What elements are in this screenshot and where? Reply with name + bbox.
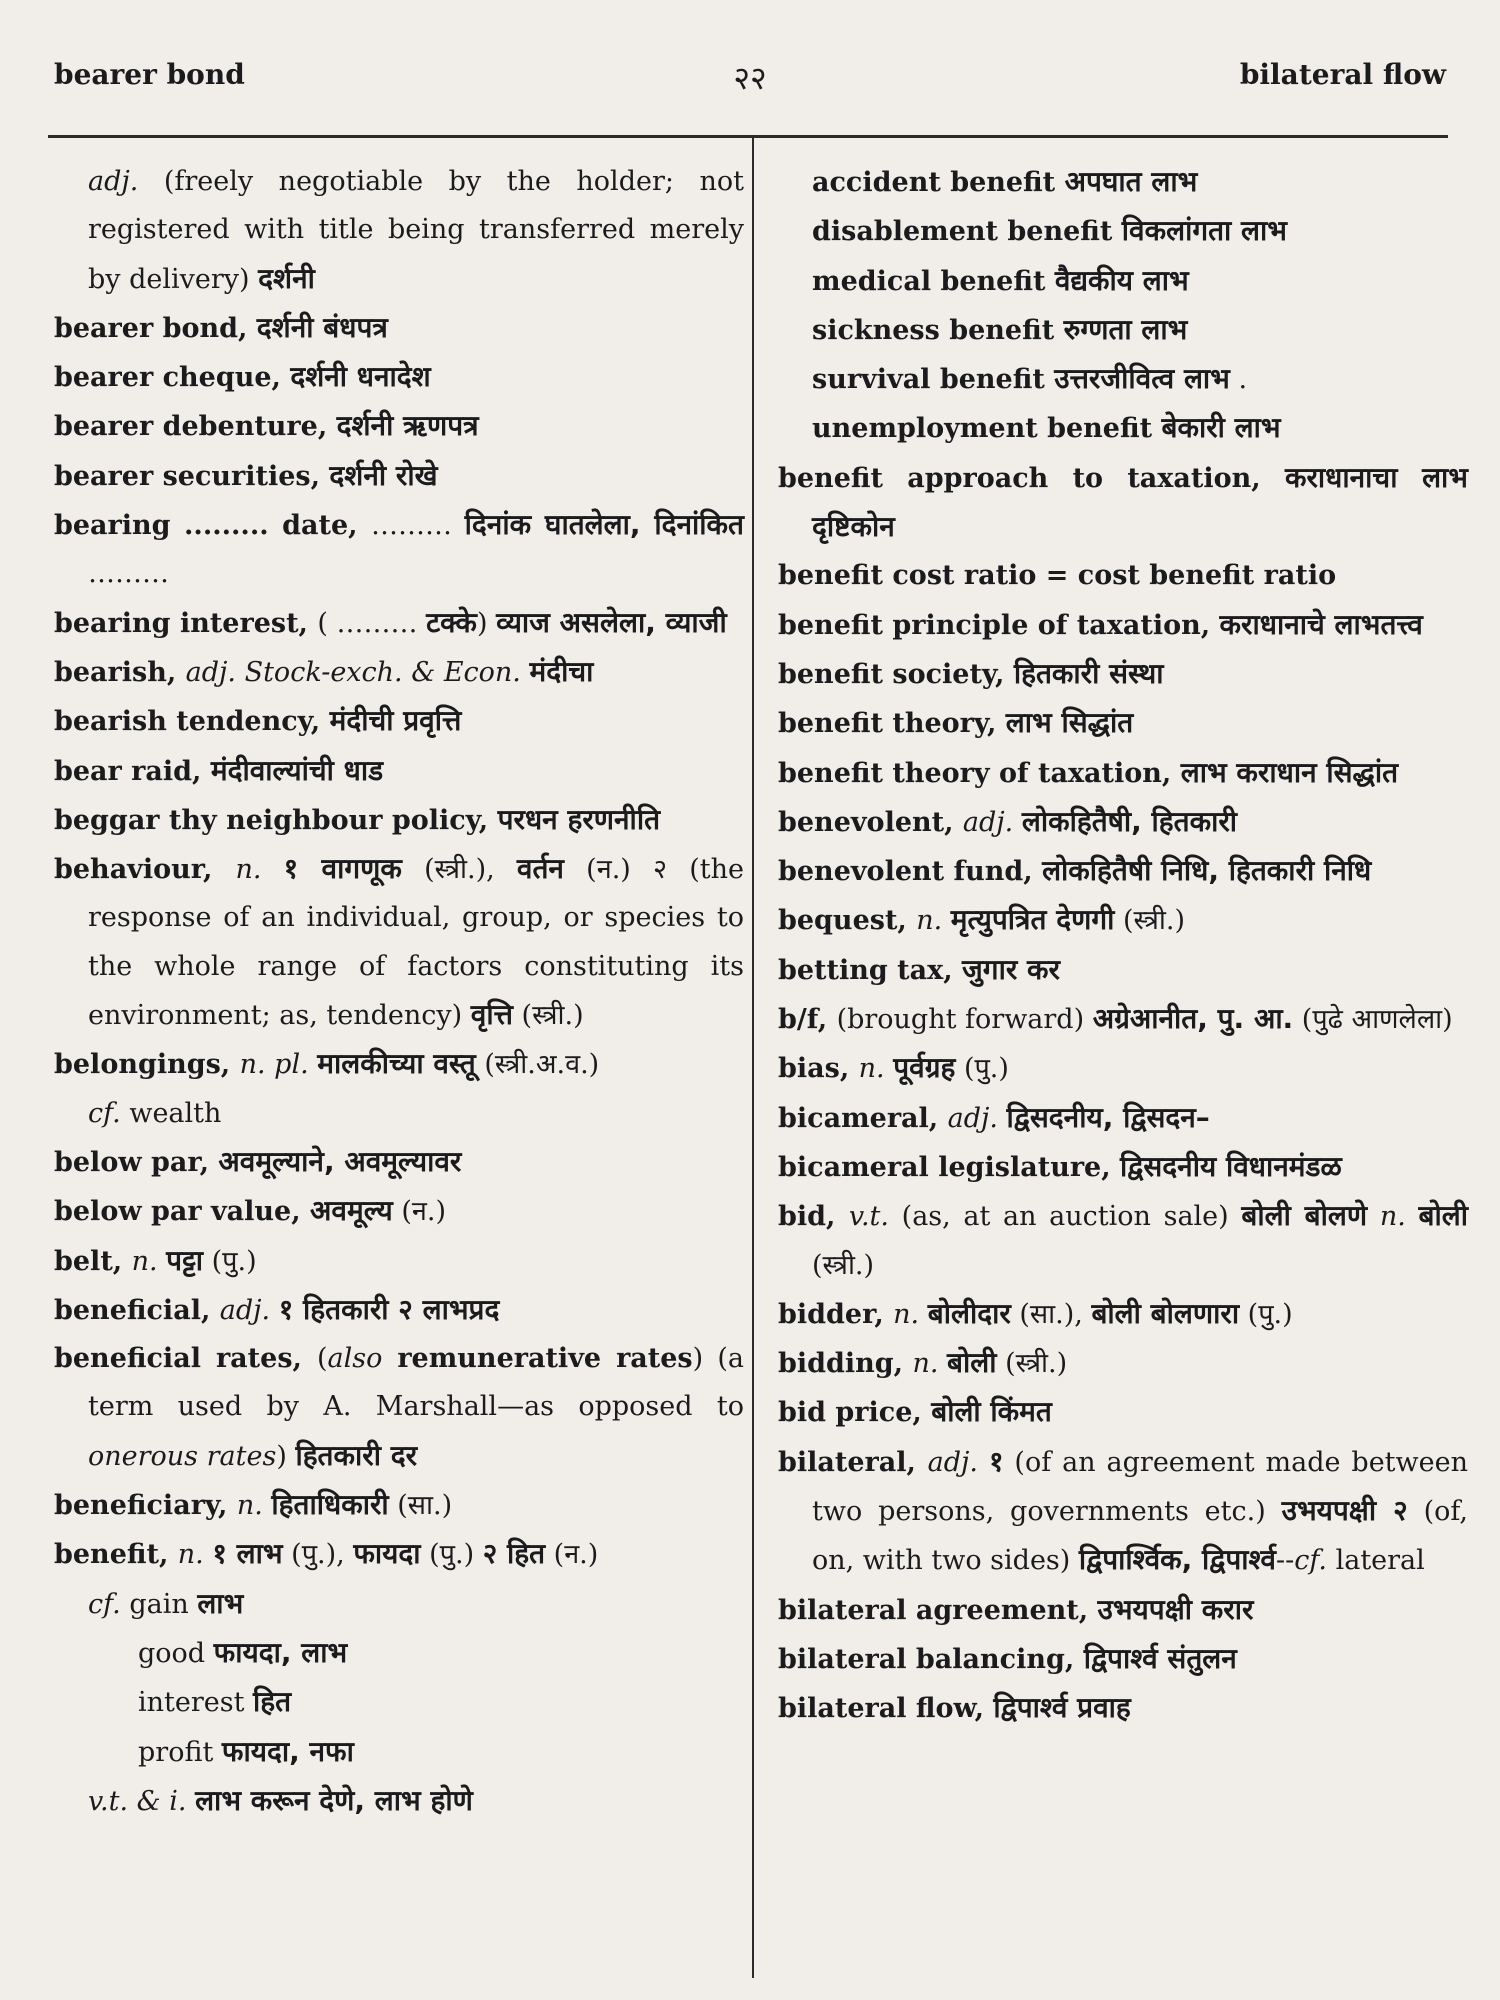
marathi-gloss: अग्रेआनीत, पु. आ. [1092, 1002, 1294, 1036]
dictionary-entry [54, 501, 744, 599]
dictionary-entry [54, 304, 744, 353]
headword: benevolent fund, [778, 856, 1043, 888]
dictionary-entry [54, 402, 744, 451]
marathi-gloss: द्विपार्श्व प्रवाह [993, 1691, 1131, 1725]
entry-text: (न.) [392, 1196, 446, 1228]
headword: beneficial, [54, 1294, 220, 1326]
headword: accident benefit [812, 167, 1065, 198]
marathi-gloss: अपघात लाभ [1064, 165, 1198, 198]
marathi-gloss: लोकहितैषी, हितकारी [1021, 804, 1238, 838]
dictionary-entry [54, 1335, 744, 1481]
marathi-gloss: १ लाभ [212, 1537, 283, 1571]
dictionary-entry [778, 847, 1468, 896]
marathi-gloss: द्विपार्श्विक, द्विपार्श्व [1078, 1543, 1276, 1577]
marathi-gloss: लाभ सिद्धांत [1005, 706, 1134, 740]
marathi-gloss: दर्शनी धनादेश [290, 360, 431, 394]
marathi-gloss: व्याज असलेला, व्याजी [496, 605, 727, 639]
sub-entry [54, 1629, 744, 1678]
dictionary-entry [54, 1481, 744, 1530]
marathi-gloss: पूर्वग्रह [893, 1051, 956, 1085]
sub-entry [54, 1728, 744, 1777]
entry-text [186, 1786, 195, 1817]
dictionary-entry [54, 747, 744, 796]
marathi-gloss: दिनांक घातलेला, दिनांकित [464, 508, 744, 542]
headword: bearer bond, [54, 312, 257, 344]
dictionary-entry [778, 1290, 1468, 1339]
marathi-gloss: द्विपार्श्व संतुलन [1083, 1641, 1237, 1675]
headword: benefit theory of taxation, [778, 757, 1181, 789]
entry-text: gain [120, 1588, 198, 1620]
grammar-label: adj. [947, 1102, 998, 1134]
headword: medical benefit [812, 265, 1055, 297]
grammar-label: cf. [88, 1588, 121, 1620]
entry-text: (पुढे आणलेला) [1293, 1004, 1453, 1036]
grammar-label: v.t. & i. [88, 1785, 187, 1817]
marathi-gloss: द्विसदनीय विधानमंडळ [1120, 1149, 1342, 1183]
marathi-gloss: वैद्यकीय लाभ [1054, 263, 1189, 297]
grammar-label: adj. [219, 1294, 271, 1326]
headword: beneficiary, [54, 1490, 237, 1522]
entry-text: (freely negotiable by the holder; not registered with title being transferred merely by delivery) [88, 166, 744, 295]
grammar-label: adj. Stock-exch. & Econ. [185, 656, 530, 688]
headword: bearish tendency, [54, 706, 330, 738]
marathi-gloss: अवमूल्य [310, 1194, 393, 1228]
entry-text: ( ……… [317, 607, 427, 639]
right-column [778, 158, 1468, 1734]
sub-entry [778, 207, 1468, 256]
marathi-gloss: बोली बोलणारा [1091, 1296, 1240, 1330]
headword: bidding, [778, 1348, 913, 1380]
entry-text: (न.) २ (the response of an individual, group, or species to the whole range of factors constituting its environment; as, tendency) [88, 854, 744, 1032]
headword: bear raid, [54, 755, 211, 787]
entry-text: (of, on, with two sides) [812, 1496, 1469, 1577]
entry-text [919, 1299, 928, 1330]
headword: behaviour, [54, 854, 236, 886]
marathi-gloss: परधन हरणनीति [497, 802, 661, 836]
marathi-gloss: दर्शनी [258, 261, 315, 295]
entry-text [270, 1295, 279, 1326]
marathi-gloss: जुगार कर [962, 952, 1060, 986]
headword: survival benefit [812, 364, 1055, 396]
running-head-left: bearer bond [54, 58, 245, 91]
entry-text [1367, 1201, 1380, 1232]
dictionary-entry [54, 796, 744, 845]
dictionary-entry [778, 995, 1468, 1044]
marathi-gloss: उभयपक्षी करार [1097, 1592, 1254, 1626]
grammar-label: n. [893, 1298, 920, 1330]
dictionary-entry [778, 650, 1468, 699]
entry-text: . [1229, 364, 1248, 396]
headword: benefit cost ratio = cost benefit ratio [778, 560, 1337, 592]
dictionary-entry [778, 1388, 1468, 1437]
marathi-gloss: मंदीवाल्यांची धाड [210, 753, 384, 787]
entry-text [998, 1103, 1007, 1134]
sub-entry [778, 306, 1468, 355]
dictionary-entry [778, 454, 1468, 553]
entry-text: (पु.) [1239, 1298, 1293, 1330]
headword: bicameral, [778, 1102, 948, 1134]
headword: benefit theory, [778, 708, 1006, 740]
marathi-gloss: हित [253, 1685, 292, 1719]
dictionary-entry [778, 1586, 1468, 1635]
sub-entry [54, 158, 744, 304]
left-column [54, 158, 744, 1826]
entry-text: (स्त्री.) [1114, 905, 1185, 937]
entry-text: (सा.), [1010, 1298, 1092, 1330]
dictionary-entry [778, 552, 1468, 600]
grammar-label: cf. [1294, 1545, 1327, 1577]
headword: bearing interest, [54, 607, 318, 639]
grammar-label: n. [912, 1348, 939, 1380]
marathi-gloss: हितकारी संस्था [1013, 656, 1164, 690]
entry-text: (सा.) [388, 1490, 453, 1522]
grammar-label: adj. [962, 806, 1014, 838]
dictionary-entry [54, 697, 744, 746]
dictionary-entry [54, 1286, 744, 1335]
entry-text: profit [138, 1736, 222, 1768]
marathi-gloss: कराधानाचे लाभतत्त्व [1219, 607, 1423, 641]
grammar-label: n. [858, 1053, 885, 1085]
marathi-gloss: बोली किंमत [931, 1395, 1052, 1429]
marathi-gloss: लाभ करून देणे, लाभ होणे [195, 1783, 473, 1817]
headword: benefit approach to taxation, [778, 462, 1285, 494]
headword: b/f, [778, 1004, 837, 1036]
header-rule [48, 135, 1448, 138]
dictionary-entry [54, 452, 744, 501]
entry-text: (पु.) [955, 1053, 1009, 1085]
headword: beneficial rates, [54, 1343, 317, 1375]
marathi-gloss: १ हितकारी २ लाभप्रद [278, 1292, 500, 1326]
headword: below par value, [54, 1196, 311, 1228]
dictionary-entry [778, 1438, 1468, 1586]
grammar-label: adj. [927, 1446, 978, 1478]
headword: unemployment benefit [812, 413, 1162, 445]
entry-text [1406, 1201, 1419, 1232]
headword: benefit principle of taxation, [778, 609, 1220, 641]
sub-entry [778, 158, 1468, 207]
marathi-gloss: विकलांगता लाभ [1121, 214, 1287, 248]
entry-text: (स्त्री.) [512, 1000, 584, 1032]
entry-text: (of an agreement made between two persons, governments etc.) [812, 1446, 1468, 1528]
headword: bearer securities, [54, 460, 330, 492]
headword: bid price, [778, 1397, 932, 1429]
grammar-label: n. [235, 854, 262, 886]
sub-entry [778, 355, 1468, 404]
marathi-gloss: लोकहितैषी निधि, हितकारी निधि [1042, 854, 1372, 888]
grammar-label: n. [916, 905, 943, 937]
dictionary-entry [778, 749, 1468, 798]
grammar-label: v.t. [848, 1201, 889, 1233]
headword: benefit, [54, 1539, 178, 1571]
entry-text: (brought forward) [836, 1004, 1093, 1036]
entry-text: (स्त्री.), [401, 854, 517, 886]
entry-text: -- [1276, 1545, 1295, 1577]
marathi-gloss: फायदा [353, 1537, 421, 1571]
headword: bearish, [54, 656, 186, 688]
marathi-gloss: बोली [947, 1346, 997, 1380]
dictionary-entry [778, 1684, 1468, 1733]
headword: beggar thy neighbour policy, [54, 804, 498, 836]
headword: belongings, [54, 1049, 240, 1081]
headword: betting tax, [778, 954, 963, 986]
dictionary-entry [778, 1094, 1468, 1143]
marathi-gloss: १ वागणूक [283, 852, 402, 886]
entry-text: ……… [371, 510, 465, 542]
headword: bidder, [778, 1298, 894, 1330]
marathi-gloss: फायदा, नफा [221, 1734, 354, 1768]
entry-text [978, 1447, 989, 1478]
headword: bearer debenture, [54, 411, 337, 443]
headword: bilateral flow, [778, 1693, 994, 1725]
entry-text: ) (a term used by A. Marshall—as opposed to [88, 1343, 744, 1423]
dictionary-entry [54, 1187, 744, 1236]
dictionary-entry [778, 601, 1468, 650]
headword: bequest, [778, 905, 917, 937]
sub-entry [54, 1777, 744, 1826]
marathi-gloss: उभयपक्षी २ [1281, 1494, 1408, 1528]
entry-text [309, 1049, 318, 1080]
headword: bearer cheque, [54, 362, 291, 394]
grammar-label: onerous rates [88, 1440, 277, 1472]
grammar-label: also [327, 1343, 383, 1375]
entry-text [261, 854, 283, 885]
headword: bilateral, [778, 1446, 928, 1478]
marathi-gloss: फायदा, लाभ [213, 1635, 348, 1669]
dictionary-entry [778, 1635, 1468, 1684]
marathi-gloss: २ हित [482, 1537, 546, 1571]
marathi-gloss: दर्शनी रोखे [329, 458, 438, 492]
entry-text: (स्त्री.अ.व.) [475, 1049, 600, 1081]
dictionary-entry [778, 896, 1468, 945]
grammar-label: n. [177, 1539, 204, 1571]
marathi-gloss: दर्शनी ऋणपत्र [336, 409, 479, 443]
headword: sickness benefit [812, 314, 1064, 346]
dictionary-entry [54, 1237, 744, 1286]
marathi-gloss: बोलीदार [927, 1296, 1011, 1330]
marathi-gloss: कराधानाचा लाभ दृष्टिकोन [812, 460, 1468, 544]
entry-text: good [138, 1637, 214, 1669]
dictionary-entry [778, 946, 1468, 995]
marathi-gloss: मालकीच्या वस्तू [317, 1047, 476, 1081]
dictionary-entry [54, 353, 744, 402]
entry-text: lateral [1327, 1545, 1425, 1577]
dictionary-entry [778, 1192, 1468, 1290]
headword: benevolent, [778, 806, 963, 838]
dictionary-entry [778, 798, 1468, 847]
page-number: २२ [733, 59, 767, 97]
marathi-gloss: वृत्ति [470, 998, 513, 1032]
entry-text: (स्त्री.) [996, 1348, 1068, 1380]
sub-entry [778, 404, 1468, 453]
sub-entry [778, 257, 1468, 306]
entry-text: (न.) [545, 1539, 599, 1571]
marathi-gloss: बेकारी लाभ [1161, 411, 1281, 445]
entry-text: (पु.) [420, 1539, 483, 1571]
entry-text [885, 1053, 894, 1084]
grammar-label: n. [236, 1490, 263, 1522]
entry-text: (पु.) [203, 1245, 257, 1277]
marathi-gloss: लाभ कराधान सिद्धांत [1180, 755, 1399, 789]
marathi-gloss: हितकारी दर [295, 1438, 418, 1472]
dictionary-entry [54, 648, 744, 697]
marathi-gloss: मंदीची प्रवृत्ति [329, 704, 462, 738]
marathi-gloss: पट्टा [166, 1243, 204, 1277]
grammar-label: n. [131, 1245, 158, 1277]
dictionary-entry [54, 1530, 744, 1579]
marathi-gloss: रुग्णता लाभ [1063, 312, 1188, 346]
headword: bearing ......... date, [54, 510, 371, 542]
grammar-label: cf. [88, 1097, 121, 1129]
entry-text: (पु.), [282, 1539, 354, 1571]
marathi-gloss: बोली बोलणे [1241, 1199, 1368, 1233]
sub-entry [54, 1580, 744, 1629]
marathi-gloss: द्विसदनीय, द्विसदन– [1006, 1100, 1210, 1134]
marathi-gloss: टक्के [426, 605, 477, 639]
entry-text [942, 905, 951, 936]
headword: disablement benefit [812, 216, 1122, 248]
marathi-gloss: हिताधिकारी [271, 1488, 389, 1522]
headword: below par, [54, 1146, 219, 1178]
headword: bilateral agreement, [778, 1594, 1098, 1626]
entry-text: wealth [120, 1097, 222, 1129]
dictionary-entry [778, 699, 1468, 748]
entry-text: ……… [88, 558, 169, 590]
dictionary-entry [54, 599, 744, 648]
entry-text: (स्त्री.) [812, 1249, 875, 1281]
entry-text [158, 1246, 167, 1277]
marathi-gloss: अवमूल्याने, अवमूल्यावर [218, 1144, 462, 1178]
dictionary-entry [778, 1044, 1468, 1093]
entry-text [938, 1348, 947, 1379]
headword: bid, [778, 1201, 849, 1233]
headword: benefit society, [778, 658, 1014, 690]
entry-text: (as, at an auction sale) [888, 1201, 1242, 1233]
dictionary-entry [54, 1138, 744, 1187]
sub-entry [54, 1090, 744, 1138]
headword: remunerative rates [382, 1343, 693, 1375]
dictionary-entry [778, 1143, 1468, 1192]
sub-entry [54, 1678, 744, 1727]
grammar-label: adj. [88, 166, 139, 197]
headword: bicameral legislature, [778, 1151, 1121, 1183]
headword: belt, [54, 1245, 132, 1277]
marathi-gloss: १ [988, 1444, 1004, 1478]
marathi-gloss: दर्शनी बंधपत्र [256, 310, 388, 344]
marathi-gloss: लाभ [197, 1586, 244, 1620]
headword: bias, [778, 1053, 859, 1085]
column-divider [752, 138, 754, 1978]
dictionary-entry [54, 1040, 744, 1089]
entry-text: ) [476, 607, 497, 639]
marathi-gloss: वर्तन [516, 852, 564, 886]
entry-text [1013, 807, 1022, 838]
marathi-gloss: उत्तरजीवित्व लाभ [1054, 362, 1230, 396]
grammar-label: n. [1379, 1201, 1406, 1233]
entry-text: ( [316, 1343, 328, 1375]
headword: bilateral balancing, [778, 1643, 1084, 1675]
running-head-right: bilateral flow [1239, 58, 1446, 91]
marathi-gloss: बोली [1418, 1199, 1468, 1233]
entry-text: interest [138, 1687, 254, 1719]
dictionary-entry [54, 845, 744, 1040]
grammar-label: n. pl. [239, 1049, 309, 1081]
marathi-gloss: मृत्युपत्रित देणगी [950, 903, 1115, 937]
marathi-gloss: मंदीचा [529, 654, 594, 688]
dictionary-entry [778, 1339, 1468, 1388]
entry-text: ) [276, 1440, 296, 1472]
